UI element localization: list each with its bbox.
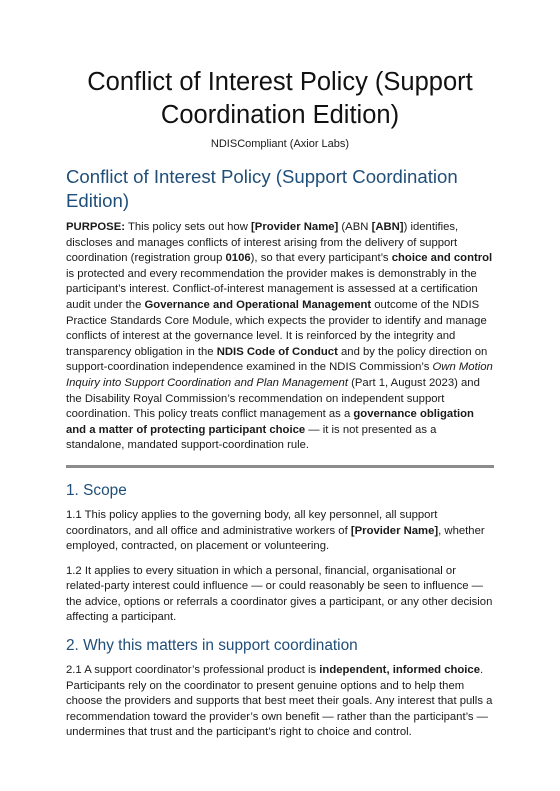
purpose-text: is protected and every recommendation the provider makes is demonstrably in the participant’s interest. Conflict-of-interest management is assessed at a certification audit under the [66,267,478,311]
inquiry-title: Own Motion Inquiry into Support Coordination and Plan Management [66,361,493,389]
purpose-text: and by the policy direction on support-coordination independence examined in the NDIS Commission’s [66,345,488,374]
registration-group: 0106 [225,252,251,265]
scope-paragraph-1 [66,508,494,555]
abn-placeholder: [ABN] [371,221,404,233]
governance-outcome: Governance and Operational Management [144,298,372,311]
purpose-text: ), so that every participant’s [250,252,392,265]
why-heading: 2. Why this matters in support coordination [66,637,358,655]
provider-name-placeholder: [Provider Name] [350,524,439,537]
why-paragraph-1 [66,663,494,741]
purpose-label: PURPOSE: [66,221,126,233]
document-title: Conflict of Interest Policy (Support Coordination Edition) [87,68,473,129]
code-of-conduct: NDIS Code of Conduct [216,345,338,358]
choice-control-emphasis: choice and control [391,252,493,265]
purpose-text: — it is not presented as a standalone, mandated support-coordination rule. [66,423,437,452]
purpose-text: ) identifies, discloses and manages conflicts of interest arising from the delivery of support coordination (registration group [66,221,459,265]
why-text: 2.1 A support coordinator’s professional product is [66,664,320,677]
document-page [0,66,560,791]
provider-name-placeholder: [Provider Name] [251,221,339,233]
scope-text: 1.1 This policy applies to the governing body, all key personnel, all support coordinators, and all office and administrative workers of [66,508,438,537]
purpose-text: outcome of the NDIS Practice Standards Core Module, which expects the provider to identify and manage conflicts of interest at the governance level. It is reinforced by the integrity and transparency obligation in the [66,298,487,358]
purpose-text: (Part 1, August 2023) and the Disability Royal Commission’s recommendation on independent support coordination. This policy treats conflict management as a [66,376,480,421]
independent-choice-emphasis: independent, informed choice [319,664,480,677]
scope-text: , whether employed, contracted, on placement or volunteering. [66,524,485,553]
scope-heading: 1. Scope [66,481,127,499]
purpose-text: This policy sets out how [125,221,252,233]
section-divider [66,465,494,468]
scope-paragraph-2: 1.2 It applies to every situation in which a personal, financial, organisational or related-party interest could influence — or could reasonably be seen to influence — the advice, options or referrals a coordinator gives a participant, or any other decision affecting a participant. [66,564,493,624]
why-text: . Participants rely on the coordinator to present genuine options and to help them choose the providers and supports that best meet their goals. Any interest that pulls a recommendation toward the provider’s own benefit — rather than the participant’s — undermines that trust and the participant’s right to choice and control. [66,664,493,739]
purpose-paragraph [66,220,494,454]
purpose-text: (ABN [338,221,372,233]
document-subtitle: NDISCompliant (Axior Labs) [210,138,350,150]
governance-obligation-emphasis: governance obligation and a matter of protecting participant choice [66,408,474,436]
policy-heading: Conflict of Interest Policy (Support Coordination Edition) [66,166,458,211]
